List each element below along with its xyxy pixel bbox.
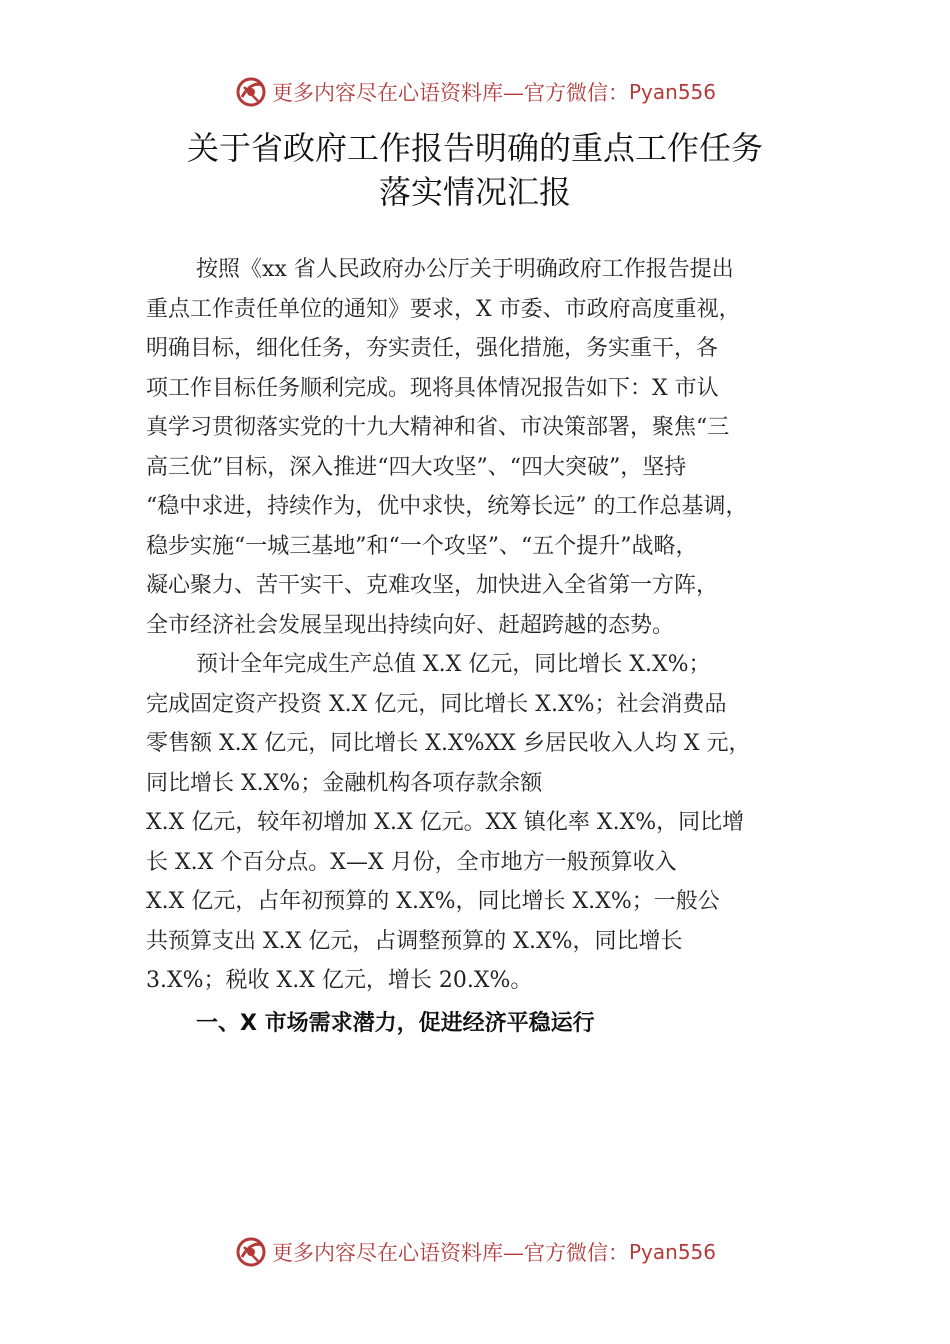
body-line: 真学习贯彻落实党的十九大精神和省、市决策部署，聚焦“三 <box>146 415 730 440</box>
body-line: “稳中求进，持续作为，优中求快，统筹长远” 的工作总基调， <box>146 494 748 519</box>
body-line: 凝心聚力、苦干实干、克难攻坚，加快进入全省第一方阵， <box>146 573 719 598</box>
watermark-header <box>0 72 950 112</box>
document-title <box>0 126 950 214</box>
watermark-id: Pyan556 <box>628 80 716 104</box>
watermark-footer <box>0 1232 950 1272</box>
body-line: 项工作目标任务顺利完成。现将具体情况报告如下：X 市认 <box>146 375 719 401</box>
body-line: 长 X.X 个百分点。X—X 月份，全市地方一般预算收入 <box>146 849 677 875</box>
body-line: 全市经济社会发展呈现出持续向好、赶超跨越的态势。 <box>146 612 675 638</box>
body-line: 同比增长 X.X%；金融机构各项存款余额 <box>146 770 543 796</box>
body-line: 预计全年完成生产总值 X.X 亿元，同比增长 X.X%； <box>196 652 711 677</box>
body-line: 明确目标，细化任务，夯实责任，强化措施，务实重干，各 <box>146 336 719 361</box>
body-line: 按照《xx 省人民政府办公厅关于明确政府工作报告提出 <box>196 257 734 282</box>
watermark-text: 更多内容尽在心语资料库—官方微信： <box>271 1241 629 1265</box>
watermark-text: 更多内容尽在心语资料库—官方微信： <box>271 81 629 105</box>
body-line: 共预算支出 X.X 亿元，占调整预算的 X.X%，同比增长 <box>146 928 683 954</box>
body-line: X.X 亿元，较年初增加 X.X 亿元。XX 镇化率 X.X%，同比增 <box>146 810 745 835</box>
body-line: 高三优”目标，深入推进“四大攻坚”、“四大突破”，坚持 <box>146 454 687 480</box>
watermark-id: Pyan556 <box>628 1240 716 1264</box>
body-line: 完成固定资产投资 X.X 亿元，同比增长 X.X%；社会消费品 <box>146 691 727 717</box>
body-line: 稳步实施“一城三基地”和“一个攻坚”、“五个提升”战略， <box>146 533 698 559</box>
logo-icon <box>234 75 268 109</box>
title-line-2: 落实情况汇报 <box>378 173 571 211</box>
section-heading: 一、X 市场需求潜力，促进经济平稳运行 <box>196 1011 595 1036</box>
body-line: 零售额 X.X 亿元，同比增长 X.X%XX 乡居民收入人均 X 元， <box>146 731 751 756</box>
document-body <box>146 250 822 1001</box>
body-line: 重点工作责任单位的通知》要求，X 市委、市政府高度重视， <box>146 296 741 322</box>
logo-icon <box>234 1235 268 1269</box>
body-line: X.X 亿元，占年初预算的 X.X%，同比增长 X.X%；一般公 <box>146 889 720 914</box>
title-line-1: 关于省政府工作报告明确的重点工作任务 <box>186 129 763 167</box>
body-line: 3.X%；税收 X.X 亿元，增长 20.X%。 <box>146 968 533 993</box>
